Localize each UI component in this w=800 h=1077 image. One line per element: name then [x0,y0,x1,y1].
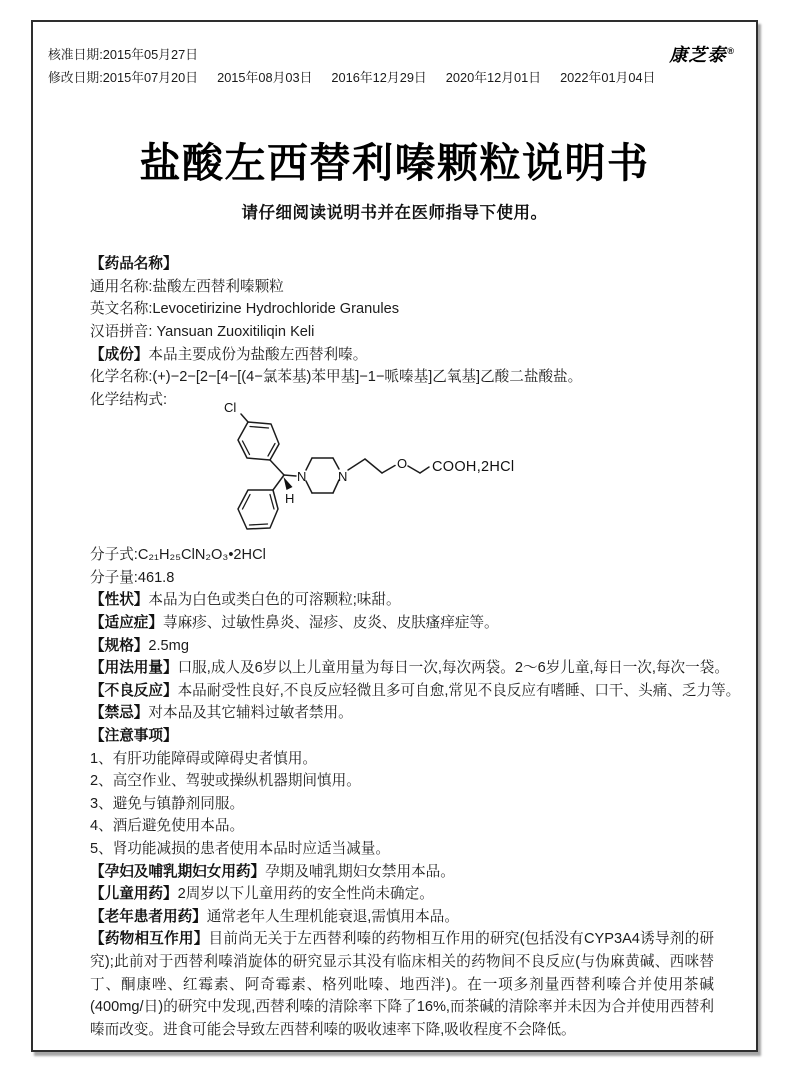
revision-date: 2015年08月03日 [217,70,313,85]
section-label: 【禁忌】 [90,705,149,722]
section-text: 本品耐受性良好,不良反应轻微且多可自愈,常见不良反应有嗜睡、口干、头痛、乏力等。 [177,682,741,699]
approval-date-line: 核准日期:2015年05月27日 [48,47,199,62]
text-line [90,544,714,567]
section-text: 5、肾功能减损的患者使用本品时应适当减量。 [90,841,390,858]
section-text: 分子量:461.8 [90,569,175,586]
section-text: 3、避免与镇静剂同服。 [90,795,245,812]
atom-label-n-right: N [338,469,348,485]
section-text: 通常老年人生理机能衰退,需慎用本品。 [206,908,459,925]
section-label: 【注意事项】 [90,728,178,745]
levocetirizine-structure-svg [200,399,545,541]
document-subtitle: 请仔细阅读说明书并在医师指导下使用。 [241,204,548,223]
text-line [90,344,714,367]
text-line [90,793,714,816]
document-title: 盐酸左西替利嗪颗粒说明书 [139,140,650,186]
text-line [90,725,714,748]
text-line [90,567,714,590]
section-text: 1、有肝功能障碍或障碍史者慎用。 [90,750,318,767]
registered-trademark-icon: ® [727,46,735,56]
text-line [90,838,714,861]
text-line [90,680,741,703]
section-text: 本品为白色或类白色的可溶颗粒;味甜。 [148,592,401,609]
section-label: 【性状】 [90,592,149,609]
text-line [90,321,714,344]
section-text: 4、酒后避免使用本品。 [90,818,245,835]
text-line [90,612,714,635]
section-text: 目前尚无关于左西替利嗪的药物相互作用的研究(包括没有CYP3A4诱导剂的研究);此前对于西替利嗪消旋体的研究显示其没有临床相关的药物间不良反应(与伪麻黄碱、西咪替丁、酮康唑、红霉素、阿奇霉素、格列吡嗪、地西泮)。在一项多剂量西替利嗪合并使用茶碱(400mg/日)的研究中发现,西替利嗪的清除率下降了16%,而茶碱的清除率并未因为合并使用西替利嗪而改变。进食可能会导致左西替利嗪的吸收速率下降,吸收程度不会降低。 [90,931,714,1038]
brand-logo [669,41,735,67]
instruction-sheet [31,20,758,1052]
section-label: 【老年患者用药】 [90,908,207,925]
revision-date: 2020年12月01日 [445,70,542,85]
section-text: 荨麻疹、过敏性鼻炎、湿疹、皮炎、皮肤瘙痒症等。 [162,615,499,632]
section-text: 汉语拼音: Yansuan Zuoxitiliqin Keli [90,323,315,340]
section-label: 【用法用量】 [90,660,178,677]
section-text: 英文名称:Levocetirizine Hydrochloride Granules [90,301,400,318]
text-line [90,589,714,612]
stereo-wedge-bond [284,477,293,490]
section-text: 化学名称:(+)−2−[2−[4−[(4−氯苯基)苯甲基]−1−哌嗪基]乙氧基]乙酸二盐酸盐。 [90,369,583,386]
text-line [90,883,714,906]
section-label: 【适应症】 [90,615,163,632]
section-label: 【成份】 [90,346,149,363]
section-text: 2周岁以下儿童用药的安全性尚未确定。 [177,886,434,903]
revision-date: 2016年12月29日 [331,70,427,85]
text-line [90,298,714,321]
section-label: 【不良反应】 [90,682,178,699]
section-text: 对本品及其它辅料过敏者禁用。 [148,705,353,722]
brand-name: 康芝泰 [669,45,727,65]
header [33,22,756,88]
section-text: 2.5mg [148,637,189,654]
section-label: 【药品名称】 [90,256,178,273]
phenyl-ring [238,490,278,529]
revision-date: 2022年01月04日 [560,70,656,85]
revision-date-line [48,66,655,89]
section-text: 孕期及哺乳期妇女禁用本品。 [265,863,455,880]
sections-bottom [90,544,741,1041]
dates-block [48,43,655,89]
text-line [90,635,714,658]
text-line [90,253,714,276]
document-body [90,253,741,1041]
text-line [90,928,714,1041]
text-line [90,748,714,771]
text-line [90,815,714,838]
text-line [90,702,714,725]
chemical-structure-diagram [200,399,545,541]
atom-label-o: O [397,456,408,472]
text-line [90,906,714,929]
section-text: 2、高空作业、驾驶或操纵机器期间慎用。 [90,773,361,790]
section-label: 【孕妇及哺乳期妇女用药】 [90,863,266,880]
atom-label-n-left: N [297,469,307,485]
atom-label-cl: Cl [224,400,237,416]
section-text: 通用名称:盐酸左西替利嗪颗粒 [90,278,284,295]
text-line [90,770,714,793]
section-text: 本品主要成份为盐酸左西替利嗪。 [148,346,368,363]
revision-date-label: 修改日期:2015年07月20日 [48,70,199,85]
section-label: 【儿童用药】 [90,886,178,903]
atom-label-h: H [285,491,295,507]
section-label: 【规格】 [90,637,149,654]
text-line [90,657,729,680]
text-line [90,861,714,884]
section-label: 【药物相互作用】 [90,931,209,948]
section-text: 化学结构式: [90,391,168,408]
section-text: 口服,成人及6岁以上儿童用量为每日一次,每次两袋。2～6岁儿童,每日一次,每次一袋。 [177,660,729,677]
text-line [90,276,714,299]
sections-top [90,253,714,411]
text-line [90,366,714,389]
section-text: 分子式:C₂₁H₂₅ClN₂O₃•2HCl [90,547,266,564]
acid-salt-label: COOH,2HCl [432,459,515,476]
